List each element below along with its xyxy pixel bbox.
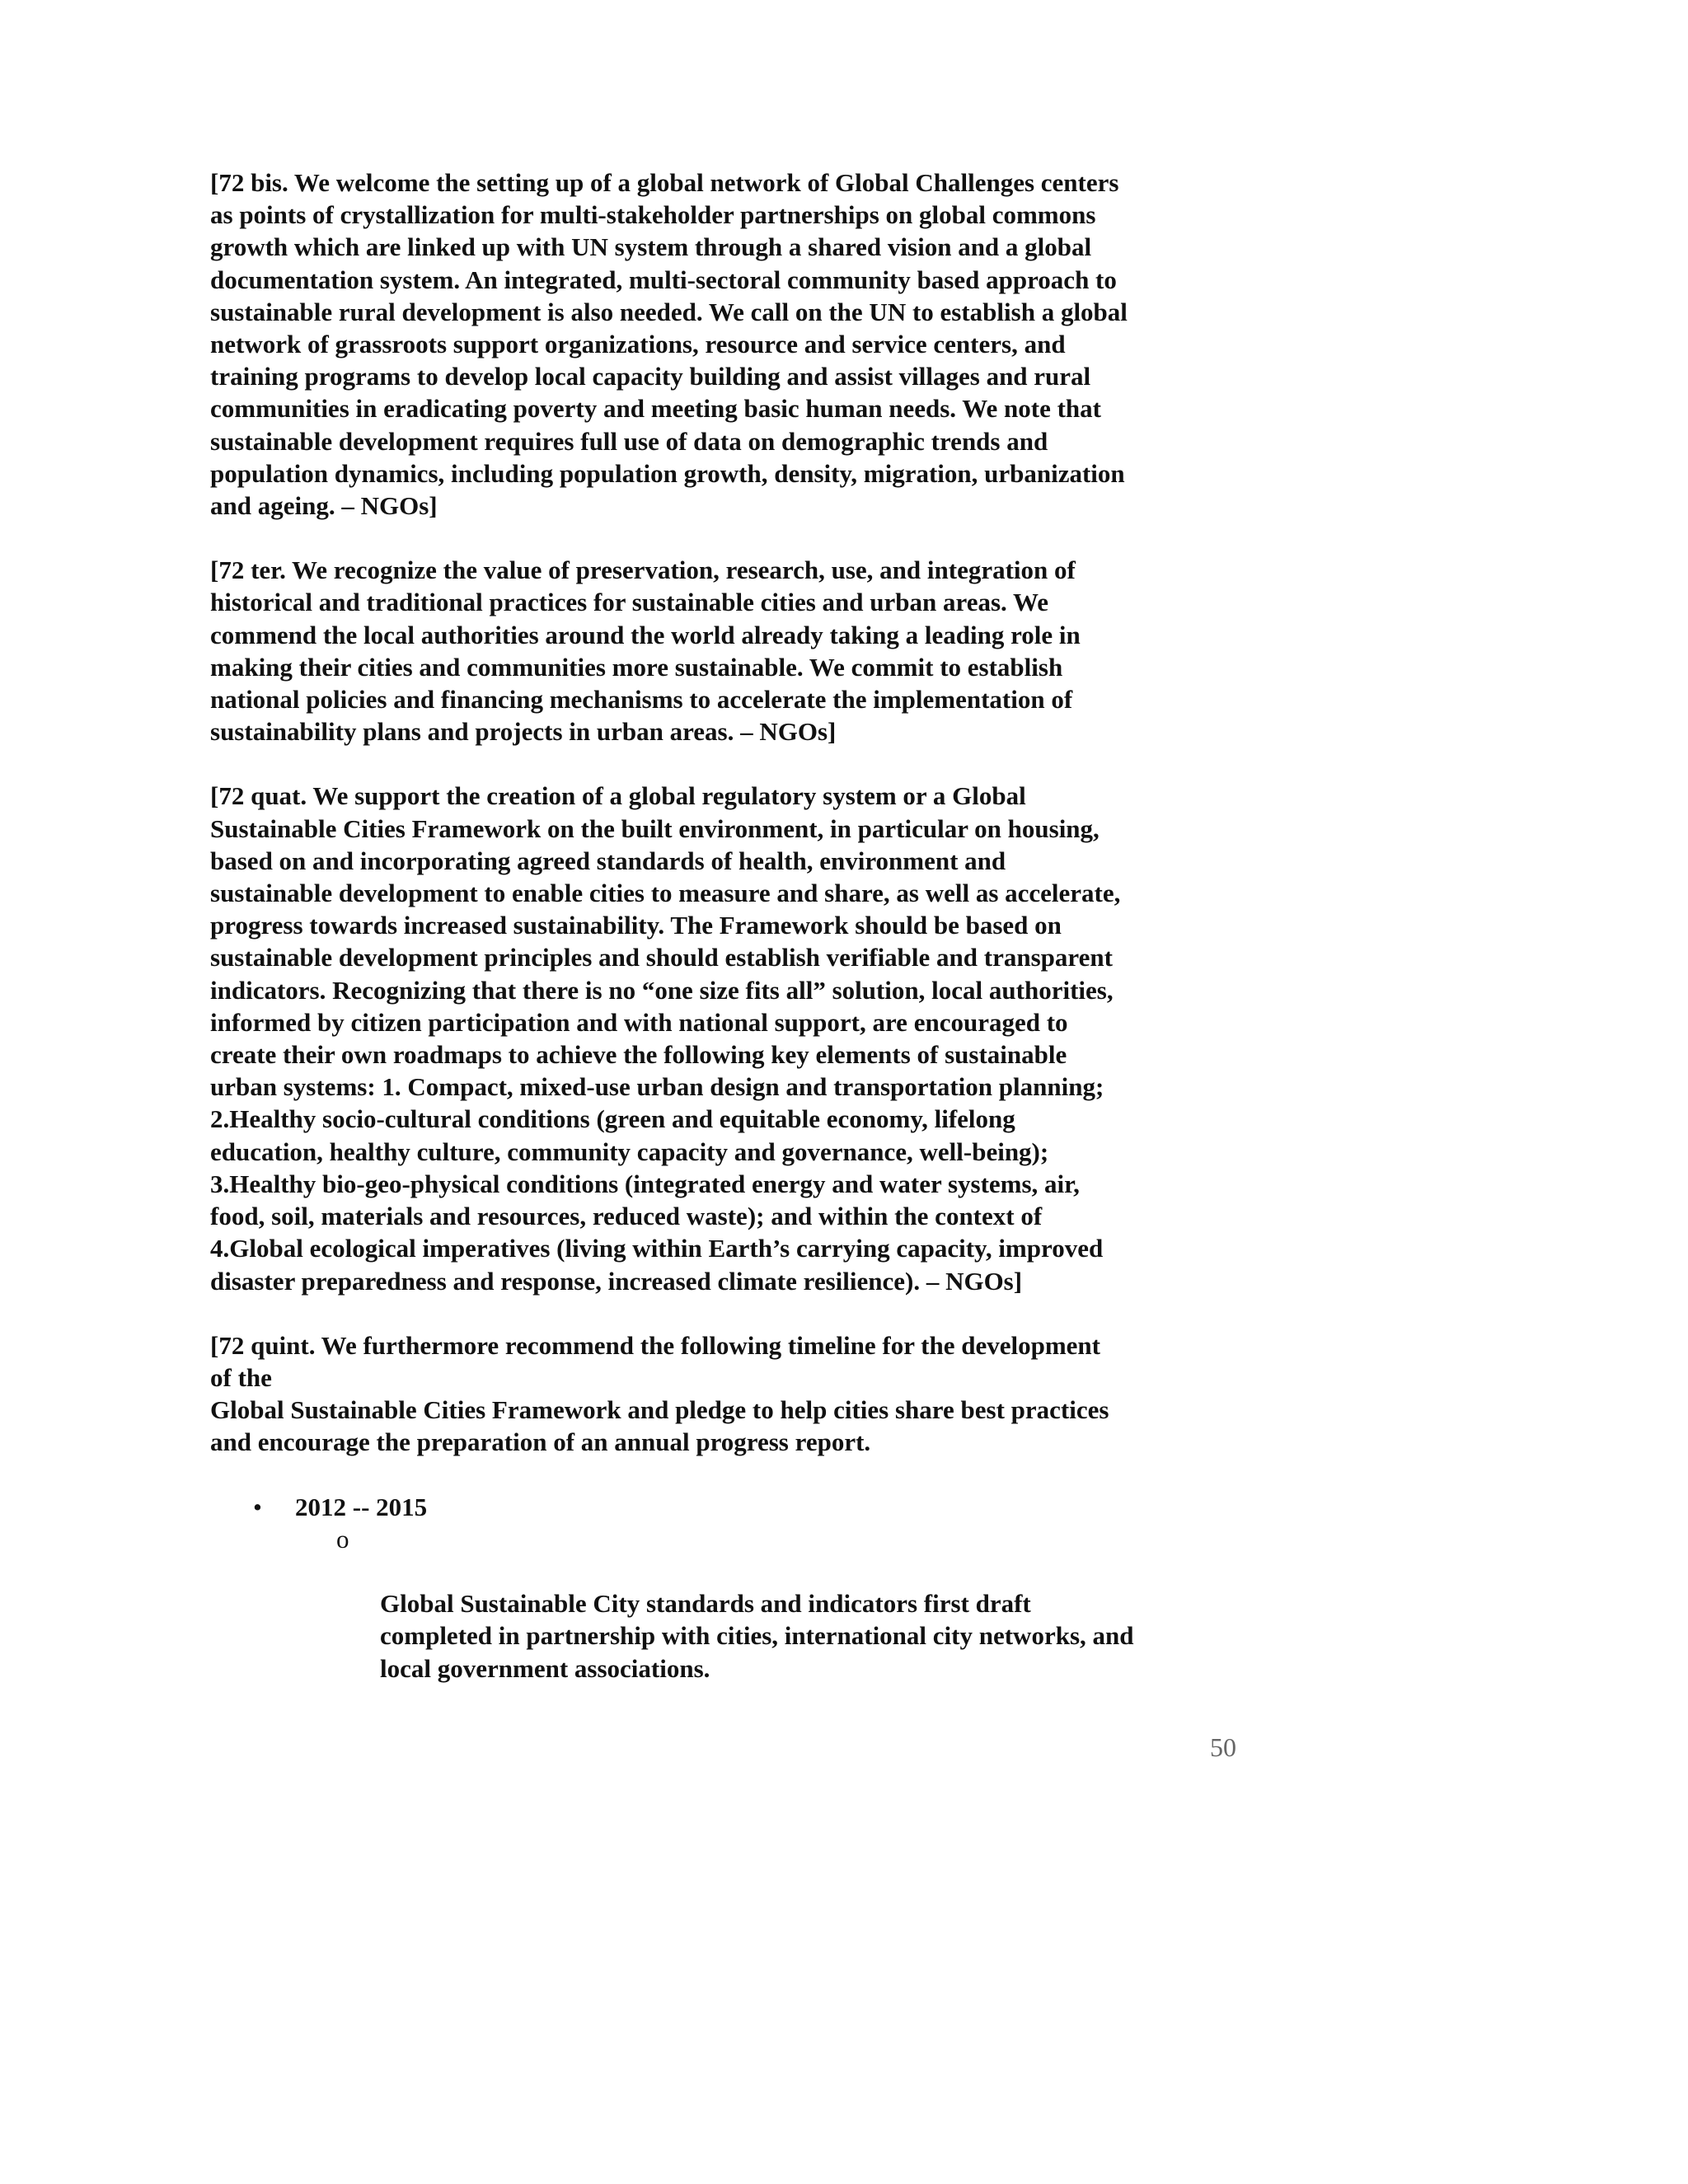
paragraph-72-quint-line: [72 quint. We furthermore recommend the following timeline for the development bbox=[210, 1330, 1100, 1360]
timeline-detail-text: Global Sustainable City standards and indicators first draft completed in partnership with cities, international city networks, and local government associations. bbox=[380, 1589, 1134, 1683]
paragraph-72-bis: [72 bis. We welcome the setting up of a global network of Global Challenges centers as points of crystallization for multi-stakeholder partnerships on global commons growth which are linked up with UN system through a shared vision and a global documentation system. An integrated, multi-sectoral community based approach to sustainable rural development is also needed. We call on the UN to establish a global network of grassroots support organizations, resource and service centers, and training programs to develop local capacity building and assist villages and rural communities in eradicating poverty and meeting basic human needs. We note that sustainable development requires full use of data on demographic trends and population dynamics, including population growth, density, migration, urbanization and ageing. – NGOs] bbox=[210, 168, 1128, 521]
paragraph-72-quint-line: of the bbox=[210, 1362, 272, 1392]
document-body bbox=[210, 166, 1236, 1685]
timeline-period: 2012 -- 2015 bbox=[295, 1492, 428, 1521]
timeline-item bbox=[210, 1491, 1236, 1685]
timeline-list bbox=[210, 1491, 1236, 1685]
paragraph-72-quint bbox=[210, 1329, 1236, 1459]
paragraph-72-quint-line: and encourage the preparation of an annual progress report. bbox=[210, 1427, 871, 1457]
bullet-marker: • bbox=[253, 1492, 262, 1521]
paragraph-72-quint-line: Global Sustainable Cities Framework and pledge to help cities share best practices bbox=[210, 1395, 1109, 1425]
timeline-details-list bbox=[295, 1523, 1236, 1685]
sub-bullet-marker: o bbox=[336, 1524, 349, 1554]
timeline-detail-item bbox=[295, 1523, 1236, 1685]
paragraph-72-ter: [72 ter. We recognize the value of preservation, research, use, and integration of historical and traditional practices for sustainable cities and urban areas. We commend the local authorities around the world already taking a leading role in making their cities and communities more sustainable. We commit to establish national policies and financing mechanisms to accelerate the implementation of sustainability plans and projects in urban areas. – NGOs] bbox=[210, 555, 1081, 747]
paragraph-72-quat: [72 quat. We support the creation of a global regulatory system or a Global Sustainable Cities Framework on the built environment, in particular on housing, based on and incorporating agreed standards of health, environment and sustainable development to enable cities to measure and share, as well as accelerate, progress towards increased sustainability. The Framework should be based on sustainable development principles and should establish verifiable and transparent indicators. Recognizing that there is no “one size fits all” solution, local authorities, informed by citizen participation and with national support, are encouraged to create their own roadmaps to achieve the following key elements of sustainable urban systems: 1. Compact, mixed-use urban design and transportation planning; 2.Healthy socio-cultural conditions (green and equitable economy, lifelong education, healthy culture, community capacity and governance, well-being); 3.Healthy bio-geo-physical conditions (integrated energy and water systems, air, food, soil, materials and resources, reduced waste); and within the context of 4.Global ecological imperatives (living within Earth’s carrying capacity, improved disaster preparedness and response, increased climate resilience). – NGOs] bbox=[210, 781, 1121, 1296]
page-number: 50 bbox=[1210, 1732, 1236, 1762]
